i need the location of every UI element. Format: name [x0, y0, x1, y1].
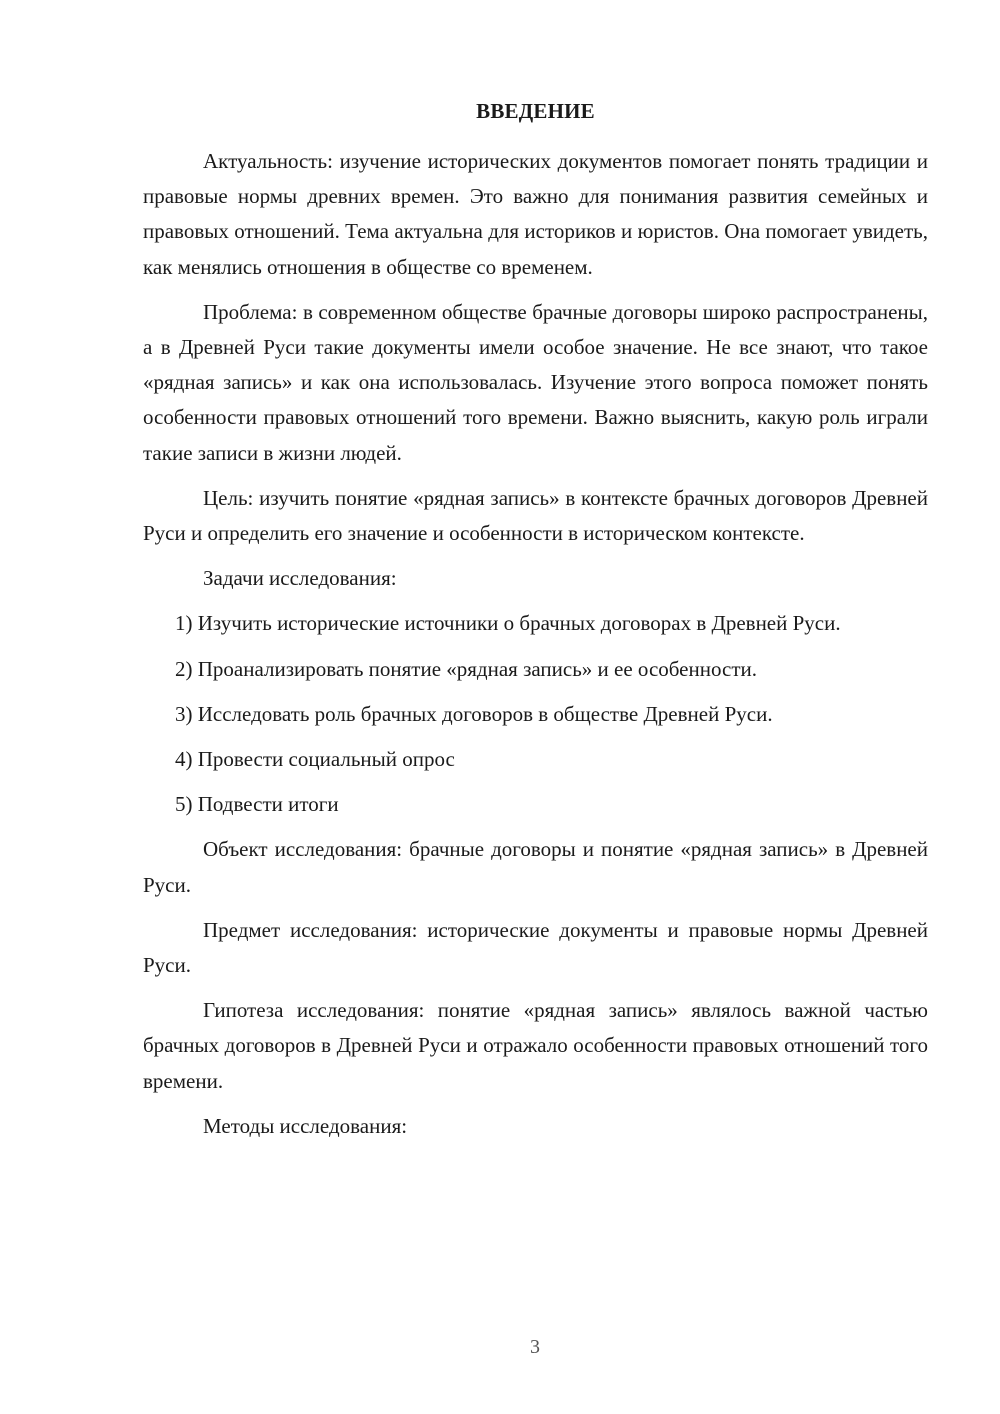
object-paragraph: Объект исследования: брачные договоры и понятие «рядная запись» в Древней Руси.: [143, 837, 928, 897]
task-item-1: 1) Изучить исторические источники о брачных договорах в Древней Руси.: [175, 611, 841, 636]
tasks-intro: Задачи исследования:: [203, 566, 397, 591]
tasks-list: [143, 606, 928, 822]
task-item-3: 3) Исследовать роль брачных договоров в обществе Древней Руси.: [175, 701, 773, 726]
subject-paragraph: Предмет исследования: исторические документы и правовые нормы Древней Руси.: [143, 917, 928, 978]
problem-paragraph: Проблема: в современном обществе брачные договоры широко распространены, а в Древней Руси такие документы имели особое значение. Не все знают, что такое «рядная запись» и как она использовалась. Изучение этого вопроса поможет понять особенности правовых отношений того времени. Важно выяснить, какую роль играли такие записи в жизни людей.: [143, 299, 928, 465]
goal-paragraph: Цель: изучить понятие «рядная запись» в контексте брачных договоров Древней Руси и определить его значение и особенности в историческом контексте.: [143, 485, 928, 546]
task-item-4: 4) Провести социальный опрос: [175, 747, 455, 772]
methods-paragraph: Методы исследования:: [203, 1113, 408, 1138]
hypothesis-paragraph: Гипотеза исследования: понятие «рядная запись» являлось важной частью брачных договоров в Древней Руси и отражало особенности правовых отношений того времени.: [143, 998, 928, 1093]
page-content: [143, 96, 928, 1154]
task-item-5: 5) Подвести итоги: [175, 792, 339, 817]
section-heading: ВВЕДЕНИЕ: [476, 99, 595, 123]
relevance-paragraph: Актуальность: изучение исторических документов помогает понять традиции и правовые нормы древних времен. Это важно для понимания развития семейных и правовых отношений. Тема актуальна для историков и юристов. Она помогает увидеть, как менялись отношения в обществе со временем.: [143, 149, 928, 279]
page-number: 3: [530, 1336, 540, 1358]
task-item-2: 2) Проанализировать понятие «рядная запись» и ее особенности.: [175, 656, 757, 681]
